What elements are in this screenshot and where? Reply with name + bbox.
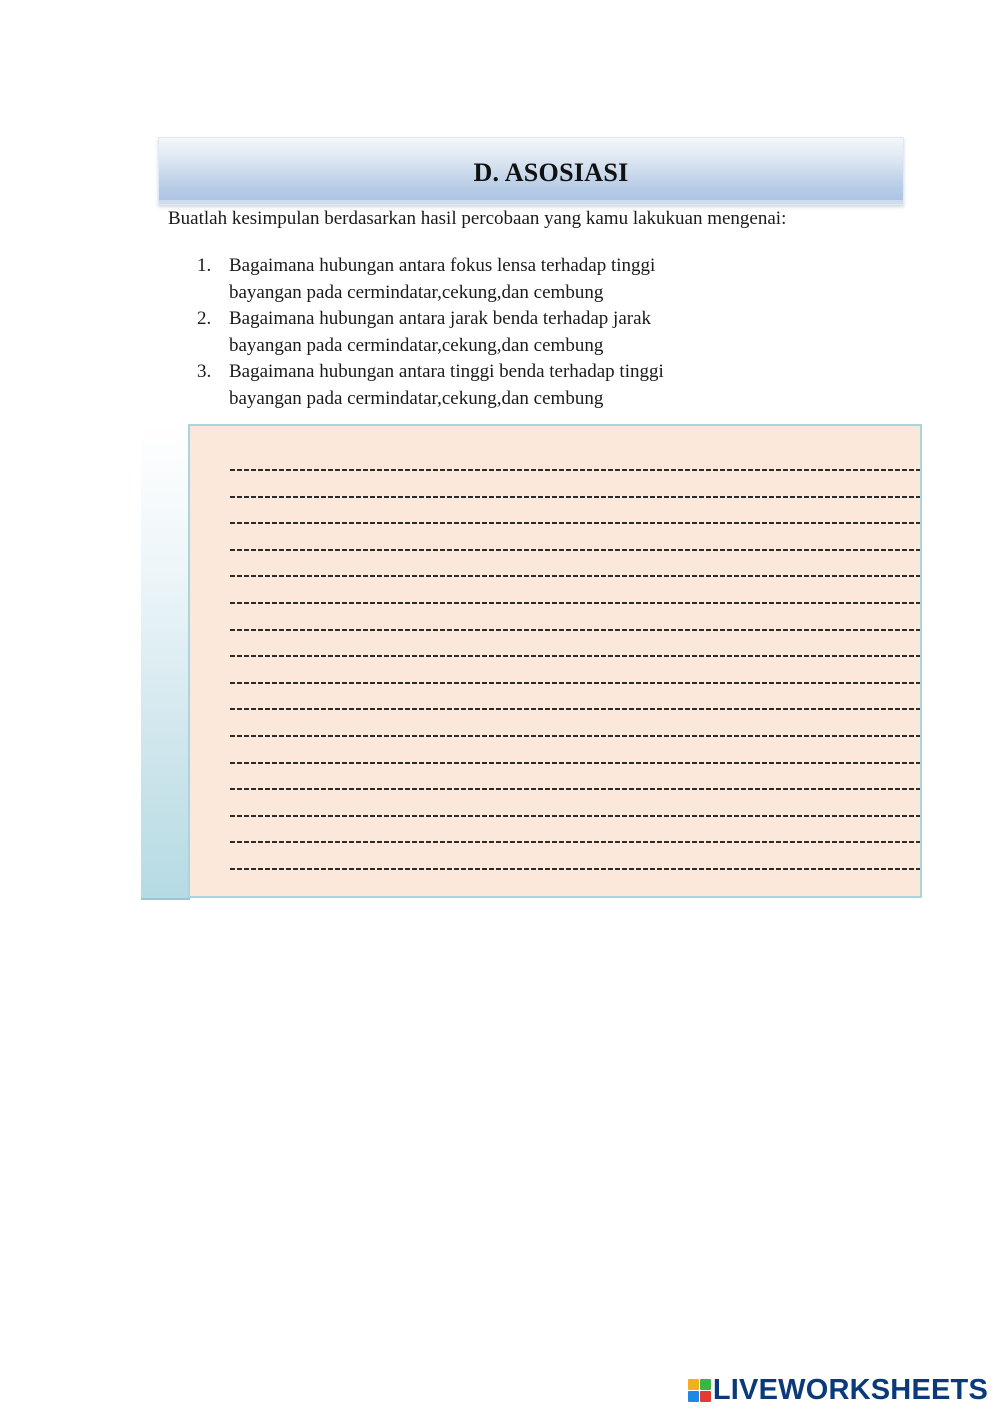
answer-line[interactable] [230,511,920,538]
answer-line[interactable] [230,724,920,751]
answer-lines [230,458,920,884]
answer-line[interactable] [230,458,920,485]
answer-line[interactable] [230,485,920,512]
answer-line[interactable] [230,644,920,671]
question-number: 1. [197,255,212,276]
question-text-line: Bagaimana hubungan antara jarak benda terhadap jarak [229,308,652,329]
answer-line[interactable] [230,697,920,724]
question-number: 2. [197,308,212,329]
question-text-line: Bagaimana hubungan antara tinggi benda terhadap tinggi [229,361,664,382]
question-text-line: bayangan pada cermindatar,cekung,dan cembung [229,281,604,303]
answer-line[interactable] [230,671,920,698]
question-text-line: bayangan pada cermindatar,cekung,dan cembung [229,387,604,409]
section-title: D. ASOSIASI [473,158,629,187]
answer-line[interactable] [230,751,920,778]
question-text-line: Bagaimana hubungan antara fokus lensa terhadap tinggi [229,255,656,276]
question-item [190,359,729,412]
answer-line[interactable] [230,830,920,857]
logo-square [688,1379,699,1390]
question-list [190,253,729,412]
liveworksheets-logo-icon [688,1379,710,1401]
brand-footer [688,1374,988,1406]
brand-name: LIVEWORKSHEETS [712,1373,988,1406]
answer-line[interactable] [230,777,920,804]
answer-line[interactable] [230,618,920,645]
question-item [190,253,729,306]
question-number: 3. [197,361,212,382]
logo-square [700,1379,711,1390]
answer-line[interactable] [230,538,920,565]
logo-square [700,1391,711,1402]
question-text-line: bayangan pada cermindatar,cekung,dan cembung [229,334,604,356]
answer-line[interactable] [230,857,920,884]
decorative-side-strip [141,424,190,900]
answer-area[interactable] [188,424,922,898]
logo-square [688,1391,699,1402]
answer-line[interactable] [230,804,920,831]
instruction-text: Buatlah kesimpulan berdasarkan hasil percobaan yang kamu lakukuan mengenai: [168,208,787,229]
answer-line[interactable] [230,591,920,618]
answer-line[interactable] [230,564,920,591]
question-item [190,306,729,359]
section-header [158,137,904,205]
